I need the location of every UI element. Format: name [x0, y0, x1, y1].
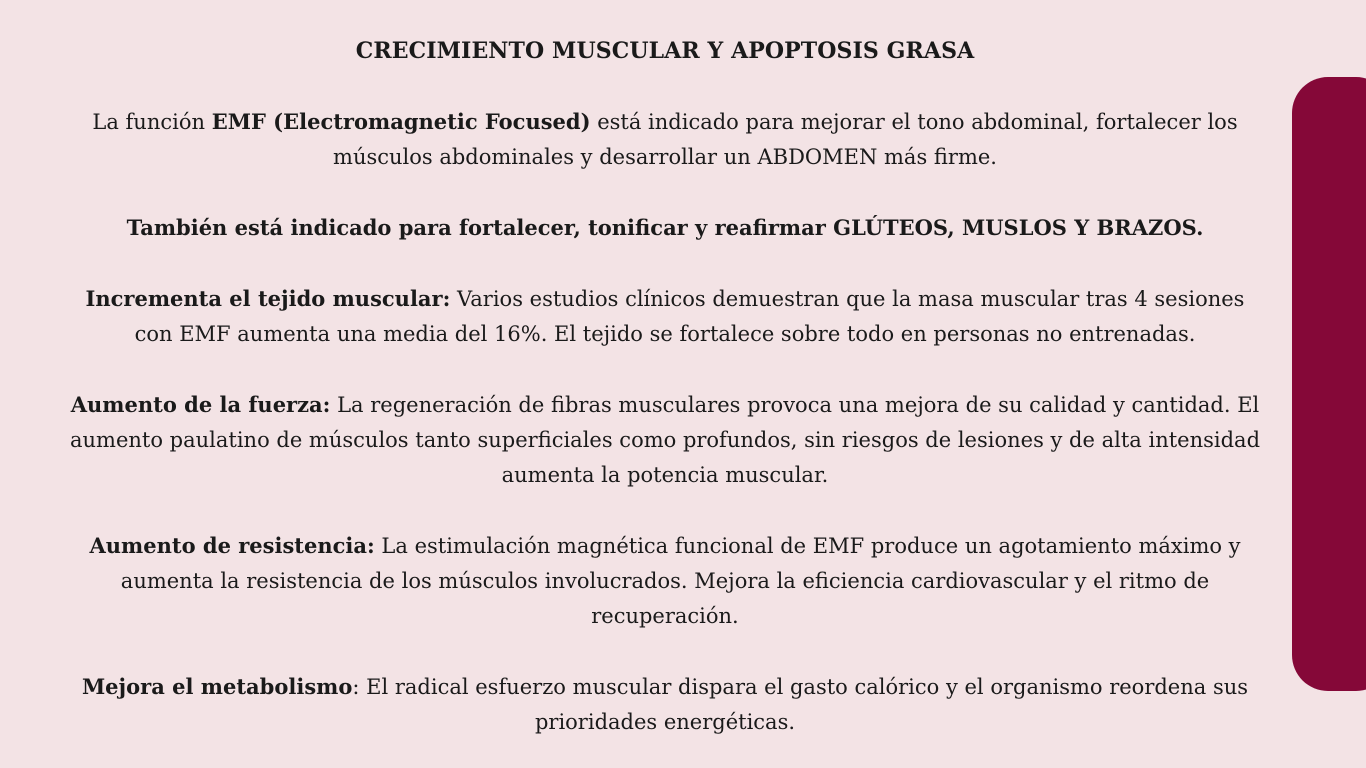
slide-content — [70, 36, 1260, 740]
intro-text-after: está indicado para mejorar el tono abdominal, fortalecer los músculos abdominales y desarrollar un ABDOMEN más firme. — [333, 110, 1238, 169]
tissue-paragraph — [70, 281, 1260, 352]
tissue-heading: Incrementa el tejido muscular: — [85, 286, 451, 311]
side-accent-tab — [1292, 77, 1366, 691]
metabolism-heading: Mejora el metabolismo — [81, 674, 353, 699]
intro-paragraph — [70, 104, 1260, 175]
resistance-heading: Aumento de resistencia: — [89, 533, 375, 558]
intro-bold: EMF (Electromagnetic Focused) — [211, 109, 591, 134]
resistance-text: La estimulación magnética funcional de EMF produce un agotamiento máximo y aumenta la resistencia de los músculos involucrados. Mejora la eficiencia cardiovascular y el ritmo de recuperación. — [120, 534, 1241, 628]
tissue-text: Varios estudios clínicos demuestran que la masa muscular tras 4 sesiones con EMF aumenta una media del 16%. El tejido se fortalece sobre todo en personas no entrenadas. — [134, 287, 1245, 346]
metabolism-text: : El radical esfuerzo muscular dispara el gasto calórico y el organismo reordena sus prioridades energéticas. — [352, 675, 1249, 734]
also-bold: También está indicado para fortalecer, tonificar y reafirmar GLÚTEOS, MUSLOS Y BRAZOS. — [126, 215, 1204, 240]
also-paragraph — [70, 210, 1260, 246]
page-title: CRECIMIENTO MUSCULAR Y APOPTOSIS GRASA — [355, 38, 975, 64]
intro-text-before: La función — [92, 110, 212, 134]
force-text: La regeneración de fibras musculares provoca una mejora de su calidad y cantidad. El aumento paulatino de músculos tanto superficiales como profundos, sin riesgos de lesiones y de alta intensidad aumenta la potencia muscular. — [70, 393, 1261, 487]
resistance-paragraph — [70, 528, 1260, 634]
metabolism-paragraph — [70, 669, 1260, 740]
force-paragraph — [70, 387, 1260, 493]
force-heading: Aumento de la fuerza: — [70, 392, 331, 417]
